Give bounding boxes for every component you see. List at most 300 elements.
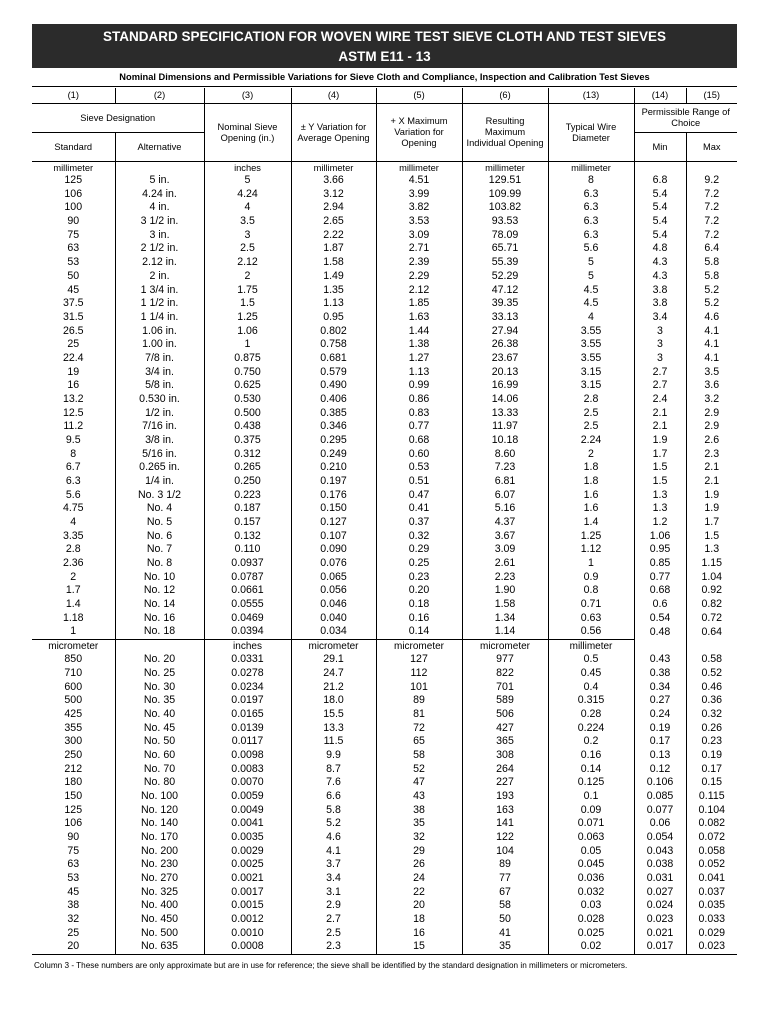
table-cell: 23.67 (462, 352, 548, 366)
table-row (32, 365, 737, 379)
table-cell: 0.02 (548, 940, 634, 954)
table-cell: 500 (64, 694, 83, 707)
table-row (32, 324, 737, 338)
table-cell: 1 1/4 in. (115, 311, 204, 325)
table-cell: 3.66 (291, 174, 376, 188)
table-cell: 0.054 (634, 831, 686, 845)
table-cell: 0.045 (548, 858, 634, 872)
table-cell: 2.29 (376, 270, 462, 284)
table-cell: 0.0394 (204, 625, 291, 639)
table-cell: 2.7 (634, 365, 686, 379)
table-row (32, 570, 737, 584)
table-cell: 4 (204, 201, 291, 215)
table-cell: 7.6 (291, 776, 376, 790)
table-cell: 365 (462, 735, 548, 749)
table-cell: 18.0 (291, 694, 376, 708)
table-cell: 1.04 (686, 570, 737, 584)
table-cell: 0.530 (204, 393, 291, 407)
table-row (32, 749, 737, 763)
table-cell: 45 (67, 283, 80, 296)
table-cell: 1 3/4 in. (115, 283, 204, 297)
table-cell: 0.0035 (204, 831, 291, 845)
table-cell: 41 (462, 926, 548, 940)
table-cell: No. 70 (115, 763, 204, 777)
table-cell: 1.8 (548, 475, 634, 489)
table-cell: 0.024 (634, 899, 686, 913)
table-cell: 1.06 (634, 529, 686, 543)
table-cell: 3/8 in. (115, 434, 204, 448)
table-row (32, 817, 737, 831)
table-cell: 0.38 (634, 667, 686, 681)
table-cell: 0.63 (548, 612, 634, 626)
table-cell: 11.97 (462, 420, 548, 434)
table-row (32, 297, 737, 311)
table-cell: 141 (462, 817, 548, 831)
table-cell: 1.34 (462, 612, 548, 626)
table-cell: 0.063 (548, 831, 634, 845)
table-cell: 6.6 (291, 790, 376, 804)
table-cell: 1.2 (634, 516, 686, 530)
column-number: (15) (686, 88, 737, 104)
table-cell: 6.3 (65, 474, 81, 487)
table-cell: 1.5 (686, 529, 737, 543)
table-cell: 8.60 (462, 447, 548, 461)
table-cell: 0.17 (634, 735, 686, 749)
table-cell: 3 1/2 in. (115, 215, 204, 229)
table-cell: 0.85 (634, 557, 686, 571)
unit-label: millimeter (291, 162, 376, 175)
table-cell: 5.16 (462, 502, 548, 516)
table-cell: 0.187 (204, 502, 291, 516)
table-cell: 4.37 (462, 516, 548, 530)
table-cell: 0.530 in. (115, 393, 204, 407)
table-cell: 35 (462, 940, 548, 954)
table-cell: 1.25 (204, 311, 291, 325)
table-cell: 26.38 (462, 338, 548, 352)
table-cell: 2.23 (462, 570, 548, 584)
table-cell: 264 (462, 763, 548, 777)
table-cell: 0.090 (291, 543, 376, 557)
table-cell: No. 500 (115, 926, 204, 940)
table-cell: 0.082 (686, 817, 737, 831)
table-cell: 1.5 (634, 461, 686, 475)
table-cell: 3.1 (291, 886, 376, 900)
table-cell: 9.2 (686, 174, 737, 188)
unit-row-micrometer (32, 639, 737, 653)
unit-label: micrometer (291, 639, 376, 653)
table-cell: 0.150 (291, 502, 376, 516)
table-cell: 0.0010 (204, 926, 291, 940)
table-cell: 0.210 (291, 461, 376, 475)
table-cell: 1.9 (634, 434, 686, 448)
standard-header: Standard (54, 141, 93, 152)
table-cell: 0.18 (376, 598, 462, 612)
column-number-row (32, 88, 737, 104)
table-cell: 0.51 (376, 475, 462, 489)
table-cell: 0.4 (548, 681, 634, 695)
table-cell: 0.052 (686, 858, 737, 872)
table-cell: 0.265 (204, 461, 291, 475)
table-cell: 53 (67, 871, 80, 884)
table-cell: 89 (376, 694, 462, 708)
table-cell: 0.032 (548, 886, 634, 900)
table-cell: 0.54 (634, 612, 686, 626)
table-cell: 227 (462, 776, 548, 790)
table-cell: 0.500 (204, 406, 291, 420)
table-row (32, 283, 737, 297)
table-row (32, 858, 737, 872)
table-cell: 1.9 (686, 502, 737, 516)
table-cell: 78.09 (462, 229, 548, 243)
table-cell: 47 (376, 776, 462, 790)
table-cell: 3.53 (376, 215, 462, 229)
table-row (32, 667, 737, 681)
table-cell: 4.6 (686, 311, 737, 325)
table-cell: 0.14 (548, 763, 634, 777)
table-cell: 0.0041 (204, 817, 291, 831)
table-cell: 1.58 (462, 598, 548, 612)
table-cell: 193 (462, 790, 548, 804)
table-cell: 3.8 (634, 283, 686, 297)
table-row (32, 926, 737, 940)
table-cell: 5.4 (634, 229, 686, 243)
table-cell: 43 (376, 790, 462, 804)
table-cell: 0.758 (291, 338, 376, 352)
table-cell: 2.9 (686, 420, 737, 434)
table-cell: 0.19 (686, 749, 737, 763)
table-row (32, 256, 737, 270)
table-cell: 7.2 (686, 229, 737, 243)
table-cell: 1.3 (634, 488, 686, 502)
table-cell: 0.34 (634, 681, 686, 695)
table-cell: 5.4 (634, 201, 686, 215)
sieve-designation-header: Sieve Designation (32, 104, 204, 133)
table-cell: 6.8 (634, 174, 686, 188)
table-cell: 0.385 (291, 406, 376, 420)
table-cell: 4 (70, 515, 77, 528)
table-cell: 5.8 (686, 256, 737, 270)
table-cell: 0.17 (686, 763, 737, 777)
table-cell: 2.61 (462, 557, 548, 571)
table-cell: 58 (462, 899, 548, 913)
table-cell: 300 (64, 735, 83, 748)
table-cell: No. 230 (115, 858, 204, 872)
table-cell: 5.2 (291, 817, 376, 831)
unit-label: millimeter (548, 639, 634, 653)
table-cell: 101 (376, 681, 462, 695)
table-cell: 4.8 (634, 242, 686, 256)
table-row (32, 584, 737, 598)
table-cell: 1.00 in. (115, 338, 204, 352)
table-cell: 0.15 (686, 776, 737, 790)
table-cell: No. 635 (115, 940, 204, 954)
table-cell: No. 4 (115, 502, 204, 516)
table-cell: 6.3 (548, 188, 634, 202)
table-cell: 112 (376, 667, 462, 681)
table-row (32, 722, 737, 736)
header-row-upper (32, 104, 737, 133)
table-cell: 0.265 in. (115, 461, 204, 475)
table-cell: 1.15 (686, 557, 737, 571)
table-cell: 35 (376, 817, 462, 831)
table-cell: 8.7 (291, 763, 376, 777)
table-cell: 0.034 (291, 625, 376, 639)
table-cell: 103.82 (462, 201, 548, 215)
table-cell: 5.2 (686, 297, 737, 311)
table-cell: 0.23 (376, 570, 462, 584)
table-cell: 3.5 (686, 365, 737, 379)
table-cell: 38 (67, 899, 80, 912)
table-row (32, 598, 737, 612)
table-cell: 32 (376, 831, 462, 845)
table-cell: 1/4 in. (115, 475, 204, 489)
table-row (32, 543, 737, 557)
table-cell: 0.0098 (204, 749, 291, 763)
table-cell: 2.12 in. (115, 256, 204, 270)
table-cell: 0.16 (548, 749, 634, 763)
column-number: (3) (204, 88, 291, 104)
table-cell: 63 (67, 242, 80, 255)
table-cell: 19 (67, 365, 80, 378)
table-cell: 0.52 (686, 667, 737, 681)
table-cell: 4.5 (548, 297, 634, 311)
table-cell: 22 (376, 886, 462, 900)
table-cell: No. 10 (115, 570, 204, 584)
table-cell: 1.85 (376, 297, 462, 311)
table-cell: 63 (67, 858, 80, 871)
table-row (32, 201, 737, 215)
table-cell: 0.031 (634, 872, 686, 886)
table-row (32, 653, 737, 667)
table-row (32, 379, 737, 393)
table-cell: 4.51 (376, 174, 462, 188)
table-cell: 75 (67, 844, 80, 857)
table-cell: 1.06 (204, 324, 291, 338)
table-cell: 2.1 (686, 461, 737, 475)
table-cell: 2.5 (204, 242, 291, 256)
table-cell: 13.3 (291, 722, 376, 736)
table-row (32, 913, 737, 927)
table-cell: 163 (462, 804, 548, 818)
table-cell: 1.75 (204, 283, 291, 297)
table-cell: 0.0165 (204, 708, 291, 722)
table-cell: 39.35 (462, 297, 548, 311)
table-cell: 11.2 (63, 420, 84, 433)
micrometer-rows (32, 653, 737, 954)
table-cell: No. 140 (115, 817, 204, 831)
table-row (32, 488, 737, 502)
table-cell: 0.071 (548, 817, 634, 831)
table-cell: 0.37 (376, 516, 462, 530)
micrometer-unit-section (32, 639, 737, 653)
table-cell: 0.132 (204, 529, 291, 543)
table-cell: 0.0012 (204, 913, 291, 927)
table-cell: 5.4 (634, 215, 686, 229)
table-cell: 0.1 (548, 790, 634, 804)
table-row (32, 406, 737, 420)
table-cell: 50 (67, 269, 80, 282)
table-cell: 0.0025 (204, 858, 291, 872)
table-cell: 589 (462, 694, 548, 708)
table-cell: 0.0937 (204, 557, 291, 571)
table-cell: 1.58 (291, 256, 376, 270)
table-cell: 125 (64, 174, 83, 187)
table-cell: 11.5 (291, 735, 376, 749)
table-row (32, 311, 737, 325)
table-cell: 710 (64, 667, 83, 680)
table-cell: 1.06 in. (115, 324, 204, 338)
table-cell: 0.82 (686, 598, 737, 612)
table-cell: 0.033 (686, 913, 737, 927)
table-row (32, 681, 737, 695)
table-cell: 0.750 (204, 365, 291, 379)
table-cell: 3.15 (548, 365, 634, 379)
table-cell: 822 (462, 667, 548, 681)
table-cell: 0.127 (291, 516, 376, 530)
table-cell: 2.12 (376, 283, 462, 297)
table-cell: 0.110 (204, 543, 291, 557)
table-cell: 0.0787 (204, 570, 291, 584)
table-cell: 2.7 (634, 379, 686, 393)
table-cell: 0.223 (204, 488, 291, 502)
table-cell: 0.802 (291, 324, 376, 338)
column-number: (14) (634, 88, 686, 104)
table-cell: 0.579 (291, 365, 376, 379)
table-cell: 45 (67, 885, 80, 898)
standard-designation: ASTM E11 - 13 (338, 49, 431, 64)
table-cell: 20 (376, 899, 462, 913)
table-cell: 1.3 (686, 543, 737, 557)
table-cell: 0.250 (204, 475, 291, 489)
table-cell: 93.53 (462, 215, 548, 229)
table-cell: 0.295 (291, 434, 376, 448)
table-row (32, 899, 737, 913)
table-cell: 0.029 (686, 926, 737, 940)
table-cell: 0.106 (634, 776, 686, 790)
table-cell: 1.63 (376, 311, 462, 325)
table-cell: No. 5 (115, 516, 204, 530)
table-cell: 0.438 (204, 420, 291, 434)
table-cell: 0.0139 (204, 722, 291, 736)
table-cell: 2 in. (115, 270, 204, 284)
table-cell: 0.12 (634, 763, 686, 777)
table-cell: 2.39 (376, 256, 462, 270)
table-cell: 1 (548, 557, 634, 571)
table-cell: 0.83 (376, 406, 462, 420)
table-cell: 0.99 (376, 379, 462, 393)
table-row (32, 845, 737, 859)
table-cell: 3.55 (548, 338, 634, 352)
table-cell: 0.32 (376, 529, 462, 543)
table-cell: 2.1 (686, 475, 737, 489)
table-cell: 1.5 (204, 297, 291, 311)
column-number: (6) (462, 88, 548, 104)
table-cell: 0.77 (376, 420, 462, 434)
table-cell: 250 (64, 749, 83, 762)
table-cell: 0.040 (291, 612, 376, 626)
table-cell: No. 40 (115, 708, 204, 722)
table-cell: 0.45 (548, 667, 634, 681)
table-cell: 2.4 (634, 393, 686, 407)
table-cell: 4.1 (686, 338, 737, 352)
table-cell: 6.81 (462, 475, 548, 489)
table-cell: 0.8 (548, 584, 634, 598)
table-cell: 0.025 (548, 926, 634, 940)
table-cell: 5 (548, 270, 634, 284)
table-cell: No. 170 (115, 831, 204, 845)
table-cell: 16 (376, 926, 462, 940)
table-cell: 10.18 (462, 434, 548, 448)
table-cell: 58 (376, 749, 462, 763)
table-cell: 90 (67, 831, 80, 843)
table-cell: 0.041 (686, 872, 737, 886)
table-cell: 55.39 (462, 256, 548, 270)
table-cell: No. 450 (115, 913, 204, 927)
sieve-specification-table (32, 88, 737, 955)
table-cell: No. 20 (115, 653, 204, 667)
table-cell: 125 (64, 803, 83, 816)
table-cell: 1.44 (376, 324, 462, 338)
table-cell: 2.94 (291, 201, 376, 215)
table-cell: 7.23 (462, 461, 548, 475)
table-cell: 1/2 in. (115, 406, 204, 420)
table-cell: 6.3 (548, 215, 634, 229)
table-cell: 22.4 (62, 351, 84, 364)
table-cell: 0.28 (548, 708, 634, 722)
table-row (32, 625, 737, 639)
table-cell: 0.03 (548, 899, 634, 913)
table-cell: No. 120 (115, 804, 204, 818)
table-cell: 5.6 (548, 242, 634, 256)
table-cell: 15.5 (291, 708, 376, 722)
table-row (32, 229, 737, 243)
table-cell: 52 (376, 763, 462, 777)
table-cell: 26.5 (62, 324, 84, 337)
table-cell: 4.1 (291, 845, 376, 859)
table-cell: 3.99 (376, 188, 462, 202)
unit-label: millimeter (32, 162, 115, 175)
table-cell: No. 18 (115, 625, 204, 639)
table-row (32, 270, 737, 284)
table-cell: 2.9 (686, 406, 737, 420)
table-cell: 4.24 (204, 188, 291, 202)
table-cell: 1.87 (291, 242, 376, 256)
table-cell: 81 (376, 708, 462, 722)
table-cell: 0.06 (634, 817, 686, 831)
table-cell: 0.058 (686, 845, 737, 859)
document-title-banner (32, 24, 737, 68)
table-cell: No. 16 (115, 612, 204, 626)
table-cell: 3.2 (686, 393, 737, 407)
table-cell: 0.023 (634, 913, 686, 927)
table-cell: 180 (64, 776, 83, 789)
table-cell: 0.25 (376, 557, 462, 571)
table-cell: 0.68 (634, 584, 686, 598)
table-cell: 2.5 (548, 406, 634, 420)
table-cell: 52.29 (462, 270, 548, 284)
table-cell: 16.99 (462, 379, 548, 393)
unit-label: micrometer (462, 639, 548, 653)
table-cell: 0.125 (548, 776, 634, 790)
table-cell: No. 50 (115, 735, 204, 749)
table-header (32, 88, 737, 174)
table-cell: 0.0017 (204, 886, 291, 900)
table-cell: 427 (462, 722, 548, 736)
permissible-range-header: Permissible Range of Choice (634, 104, 737, 133)
table-cell: 2.7 (291, 913, 376, 927)
table-cell: 1.4 (548, 516, 634, 530)
table-cell: 0.036 (548, 872, 634, 886)
